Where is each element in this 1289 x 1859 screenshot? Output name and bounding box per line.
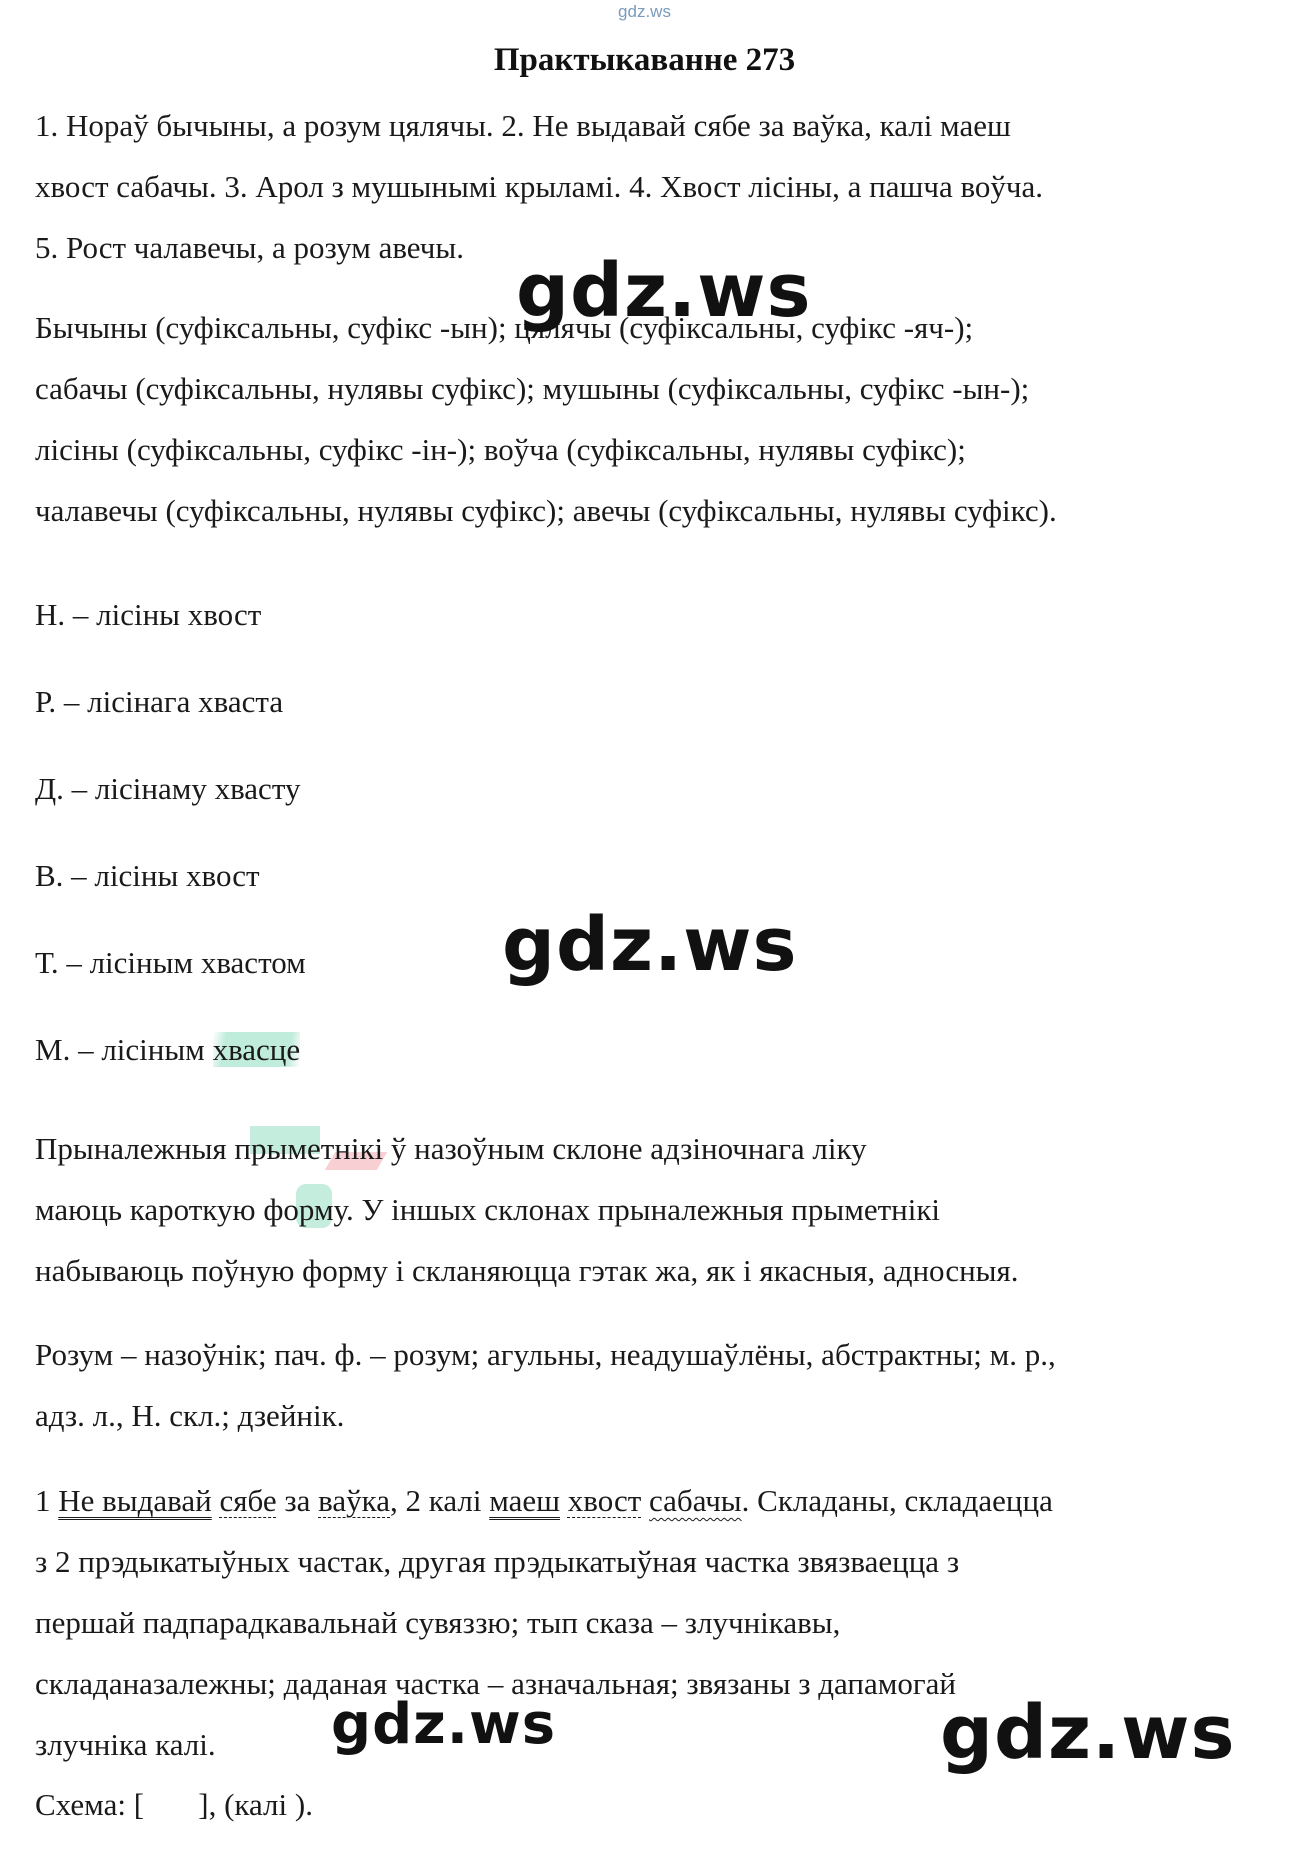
declension-genitive <box>35 671 1255 732</box>
syntax-text <box>560 1483 568 1518</box>
object-word: ваўка <box>318 1483 390 1518</box>
syntax-line: першай падпарадкавальнай сувяззю; тып сказа – злучнікавы, <box>35 1605 841 1640</box>
rule-line: набываюць поўную форму і скланяюцца гэтак жа, як і якасныя, адносныя. <box>35 1253 1019 1288</box>
syntax-text <box>641 1483 649 1518</box>
morph-block <box>35 1324 1255 1446</box>
object-word: хвост <box>567 1483 642 1518</box>
declension-nominative <box>35 584 1255 645</box>
suffix-analysis-line: Бычыны (суфіксальны, суфікс -ын); цялячы (суфіксальны, суфікс -яч-); <box>35 310 974 345</box>
suffix-analysis-line: лісіны (суфіксальны, суфікс -ін-); воўча (суфіксальны, нулявы суфікс); <box>35 432 966 467</box>
clause-number: 1 <box>35 1483 59 1518</box>
proverbs-line: 1. Нораў бычыны, а розум цялячы. 2. Не выдавай сябе за ваўка, калі маеш <box>35 108 1011 143</box>
site-mark: gdz.ws <box>618 2 671 21</box>
rule-line: маюць кароткую форму. У іншых склонах прыналежныя прыметнікі <box>35 1192 941 1227</box>
scheme-line: Схема: [ ], (калі ). <box>35 1787 313 1822</box>
syntax-text: за <box>276 1483 319 1518</box>
declension-line: Н. – лісіны хвост <box>35 597 262 632</box>
watermark-logo: gdz.ws <box>331 1692 557 1757</box>
syntax-line: злучніка калі. <box>35 1727 216 1762</box>
highlighted-word: хвасце <box>212 1032 301 1067</box>
syntax-text: , 2 калі <box>390 1483 490 1518</box>
morph-line: адз. л., Н. скл.; дзейнік. <box>35 1398 345 1433</box>
syntax-text: . Складаны, складаецца <box>741 1483 1053 1518</box>
declension-accusative <box>35 845 1255 906</box>
declension-line <box>35 1019 1255 1080</box>
rule-line: Прыналежныя прыметнікі ў назоўным склоне адзіночнага ліку <box>35 1131 867 1166</box>
watermark-logo: gdz.ws <box>516 248 812 334</box>
scheme-block <box>35 1774 1255 1835</box>
watermark-logo: gdz.ws <box>502 902 798 988</box>
predicate-word: маеш <box>489 1483 561 1518</box>
declension-line: Д. – лісінаму хвасту <box>35 771 301 806</box>
suffix-analysis-line: сабачы (суфіксальны, нулявы суфікс); мушыны (суфіксальны, суфікс -ын-); <box>35 371 1030 406</box>
object-word: сябе <box>219 1483 277 1518</box>
syntax-line: з 2 прэдыкатыўных частак, другая прэдыкатыўная частка звязваецца з <box>35 1544 960 1579</box>
syntax-line <box>35 1470 1255 1531</box>
attribute-word: сабачы <box>649 1483 742 1518</box>
proverbs-line: хвост сабачы. 3. Арол з мушынымі крыламі. 4. Хвост лісіны, а пашча воўча. <box>35 169 1043 204</box>
declension-line: Р. – лісінага хваста <box>35 684 284 719</box>
declension-locative <box>35 1019 1255 1080</box>
proverbs-line: 5. Рост чалавечы, а розум авечы. <box>35 230 464 265</box>
rule-block <box>35 1118 1255 1301</box>
morph-line: Розум – назоўнік; пач. ф. – розум; агульны, неадушаўлёны, абстрактны; м. р., <box>35 1337 1056 1372</box>
declension-locative-prefix: М. – лісіным <box>35 1032 213 1067</box>
syntax-line: складаназалежны; даданая частка – азначальная; звязаны з дапамогай <box>35 1666 956 1701</box>
declension-line: В. – лісіны хвост <box>35 858 260 893</box>
watermark-logo: gdz.ws <box>940 1690 1236 1776</box>
predicate-word: Не выдавай <box>58 1483 212 1518</box>
exercise-title: Практыкаванне 273 <box>493 42 796 78</box>
suffix-analysis-line: чалавечы (суфіксальны, нулявы суфікс); авечы (суфіксальны, нулявы суфікс). <box>35 493 1057 528</box>
declension-dative <box>35 758 1255 819</box>
declension-line: Т. – лісіным хвастом <box>35 945 306 980</box>
